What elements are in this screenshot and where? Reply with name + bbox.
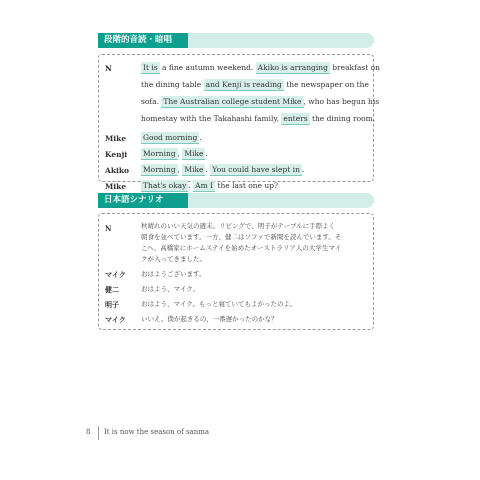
japanese-script-panel xyxy=(98,213,374,330)
speaker-label: 健二 xyxy=(105,286,119,294)
dialogue-line: おはよう、マイク。 xyxy=(141,285,199,293)
footer-divider xyxy=(98,426,99,440)
text-segment: homestay with the Takahashi family, xyxy=(141,114,282,123)
speaker-label: マイク xyxy=(105,271,126,279)
narration-line xyxy=(141,110,376,127)
text-segment: sofa. xyxy=(141,97,162,106)
dialogue-line xyxy=(141,161,367,178)
speaker-label: マイク xyxy=(105,316,126,324)
text-segment: breakfast on xyxy=(329,63,380,72)
section-header-recitation xyxy=(98,33,374,48)
section-header-bar xyxy=(188,193,374,208)
highlighted-phrase: That's okay xyxy=(143,181,187,190)
narration-line: 秋晴れのいい天気の週末。リビングで、明子がテーブルに手際よく xyxy=(141,222,336,230)
highlighted-phrase: Akiko is arranging xyxy=(257,63,328,72)
narration-line xyxy=(141,93,380,110)
narrator-label: N xyxy=(105,224,112,233)
speaker-label: Mike xyxy=(105,182,127,191)
text-segment: . xyxy=(205,149,208,158)
highlighted-phrase: Morning xyxy=(143,149,176,158)
page-number: 8 xyxy=(86,428,91,436)
highlighted-phrase: It is xyxy=(143,63,158,72)
speaker-label: Mike xyxy=(105,134,127,143)
text-segment: the dining room. xyxy=(309,114,376,123)
narrator-label: N xyxy=(105,64,112,73)
section-header-japanese xyxy=(98,193,374,208)
running-title: It is now the season of sanma xyxy=(104,428,210,436)
text-segment: the last one up? xyxy=(215,181,279,190)
speaker-label: Kenji xyxy=(105,150,128,159)
narration-line xyxy=(141,59,380,76)
speaker-label: Akiko xyxy=(105,166,130,175)
highlighted-phrase: You could have slept in xyxy=(212,165,300,174)
english-script-panel xyxy=(98,54,380,191)
speaker-label: 明子 xyxy=(105,301,119,309)
dialogue-line: おはよう、マイク。もっと寝ていてもよかったのよ。 xyxy=(141,300,297,308)
highlighted-phrase: Am I xyxy=(195,181,214,190)
text-segment: , xyxy=(177,165,183,174)
text-segment: the dining table xyxy=(141,80,204,89)
dialogue-line xyxy=(141,177,367,194)
highlighted-phrase: and Kenji is reading xyxy=(205,80,282,89)
section-header-bar xyxy=(188,33,374,48)
dialogue-line: いいえ。僕が起きるの、一番遅かったのかな？ xyxy=(141,315,278,323)
dialogue-line xyxy=(141,145,367,162)
highlighted-phrase: The Australian college student Mike xyxy=(163,97,302,106)
narration-line: 朝食を並べています。一方、健二はソファで新聞を読んでいます。そ xyxy=(141,233,342,241)
highlighted-phrase: Mike xyxy=(184,165,204,174)
highlighted-phrase: Morning xyxy=(143,165,176,174)
text-segment: . xyxy=(188,181,194,190)
text-segment: , xyxy=(177,149,183,158)
highlighted-phrase: enters xyxy=(283,114,308,123)
text-segment: . xyxy=(205,165,211,174)
section-title: 日本語シナリオ xyxy=(98,193,188,208)
text-segment: the newspaper on the xyxy=(283,80,369,89)
text-segment: a fine autumn weekend. xyxy=(159,63,256,72)
highlighted-phrase: Mike xyxy=(184,149,204,158)
text-segment: , who has begun his xyxy=(303,97,380,106)
dialogue-line: おはようございます。 xyxy=(141,270,206,278)
text-segment: . xyxy=(199,133,202,142)
narration-line xyxy=(141,76,367,93)
text-segment: . xyxy=(301,165,305,174)
narration-line: クが入ってきました。 xyxy=(141,255,206,263)
narration-line: こへ、高橋家にホームステイを始めたオーストラリア人の大学生マイ xyxy=(141,244,342,252)
dialogue-line xyxy=(141,129,367,146)
section-title: 段階的音読・暗唱 xyxy=(98,33,188,48)
highlighted-phrase: Good morning xyxy=(143,133,198,142)
